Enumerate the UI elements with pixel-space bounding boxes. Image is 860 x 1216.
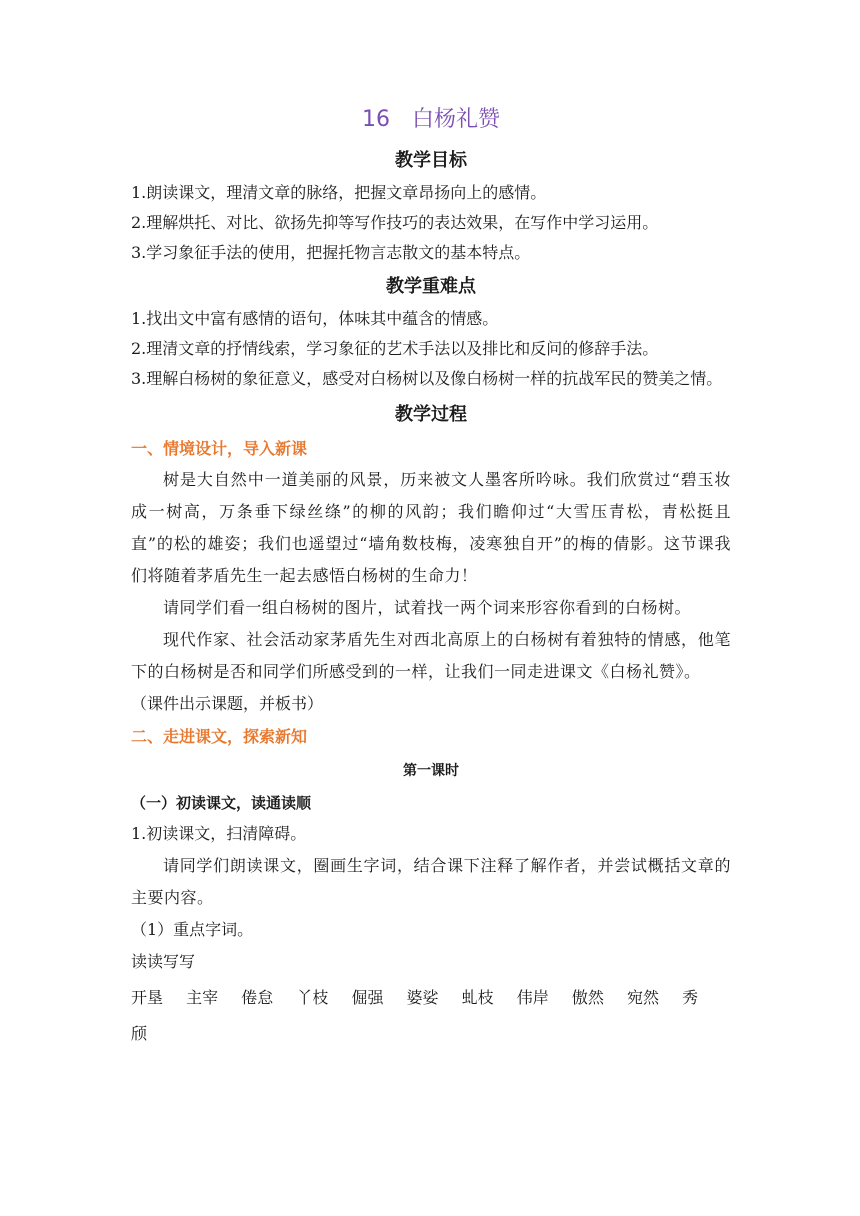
section-2-heading: 二、走进课文，探索新知 — [131, 727, 308, 746]
key-points-heading: 教学重难点 — [386, 276, 476, 297]
process-heading: 教学过程 — [395, 404, 467, 425]
goals-heading: 教学目标 — [395, 150, 467, 171]
word-item: 秀颀 — [131, 988, 699, 1043]
document-content — [131, 100, 731, 1052]
step-1: 1.初读课文，扫清障碍。 — [131, 824, 307, 843]
section-1-paragraph-1: 树是大自然中一道美丽的风景，历来被文人墨客所吟咏。我们欣赏过“碧玉妆成一树高，万条垂下绿丝绦”的柳的风韵；我们瞻仰过“大雪压青松，青松挺且直”的松的雄姿；我们也遥望过“墙角数枝梅，凌寒独自开”的梅的倩影。这节课我们将随着茅盾先生一起去感悟白杨树的生命力！ — [131, 470, 731, 585]
key-point-item-2: 2.理清文章的抒情线索，学习象征的艺术手法以及排比和反问的修辞手法。 — [131, 339, 659, 358]
word-item: 宛然 — [626, 988, 659, 1007]
word-list — [131, 980, 731, 1052]
word-item: 丫枝 — [296, 988, 329, 1007]
section-1-paragraph-3: 现代作家、社会活动家茅盾先生对西北高原上的白杨树有着独特的情感，他笔下的白杨树是否和同学们所感受到的一样，让我们一同走进课文《白杨礼赞》。 — [131, 630, 731, 681]
lesson-period-heading: 第一课时 — [403, 763, 459, 779]
step-1-paragraph: 请同学们朗读课文，圈画生字词，结合课下注释了解作者，并尝试概括文章的主要内容。 — [131, 856, 731, 907]
practice-label: 读读写写 — [131, 952, 196, 971]
key-point-item-1: 1.找出文中富有感情的语句，体味其中蕴含的情感。 — [131, 309, 499, 328]
goal-item-3: 3.学习象征手法的使用，把握托物言志散文的基本特点。 — [131, 243, 531, 262]
word-item: 倔强 — [351, 988, 384, 1007]
lesson-title-text: 白杨礼赞 — [411, 107, 500, 132]
word-item: 婆娑 — [406, 988, 439, 1007]
key-point-item-3: 3.理解白杨树的象征意义，感受对白杨树以及像白杨树一样的抗战军民的赞美之情。 — [131, 369, 723, 388]
word-item: 开垦 — [131, 988, 164, 1007]
goal-item-2: 2.理解烘托、对比、欲扬先抑等写作技巧的表达效果，在写作中学习运用。 — [131, 213, 659, 232]
subsection-heading: （一）初读课文，读通读顺 — [131, 794, 312, 812]
key-words-label: （1）重点字词。 — [131, 920, 254, 939]
lesson-number: 16 — [361, 107, 390, 132]
goal-item-1: 1.朗读课文，理清文章的脉络，把握文章昂扬向上的感情。 — [131, 183, 547, 202]
word-item: 伟岸 — [516, 988, 549, 1007]
word-item: 主宰 — [186, 988, 219, 1007]
section-1-heading: 一、情境设计，导入新课 — [131, 439, 308, 458]
section-1-paragraph-2: 请同学们看一组白杨树的图片，试着找一两个词来形容你看到的白杨树。 — [163, 598, 692, 617]
lesson-title — [131, 100, 731, 140]
word-item: 傲然 — [571, 988, 604, 1007]
word-item: 倦怠 — [241, 988, 274, 1007]
section-1-note: （课件出示课题，并板书） — [131, 694, 324, 713]
word-item: 虬枝 — [461, 988, 494, 1007]
